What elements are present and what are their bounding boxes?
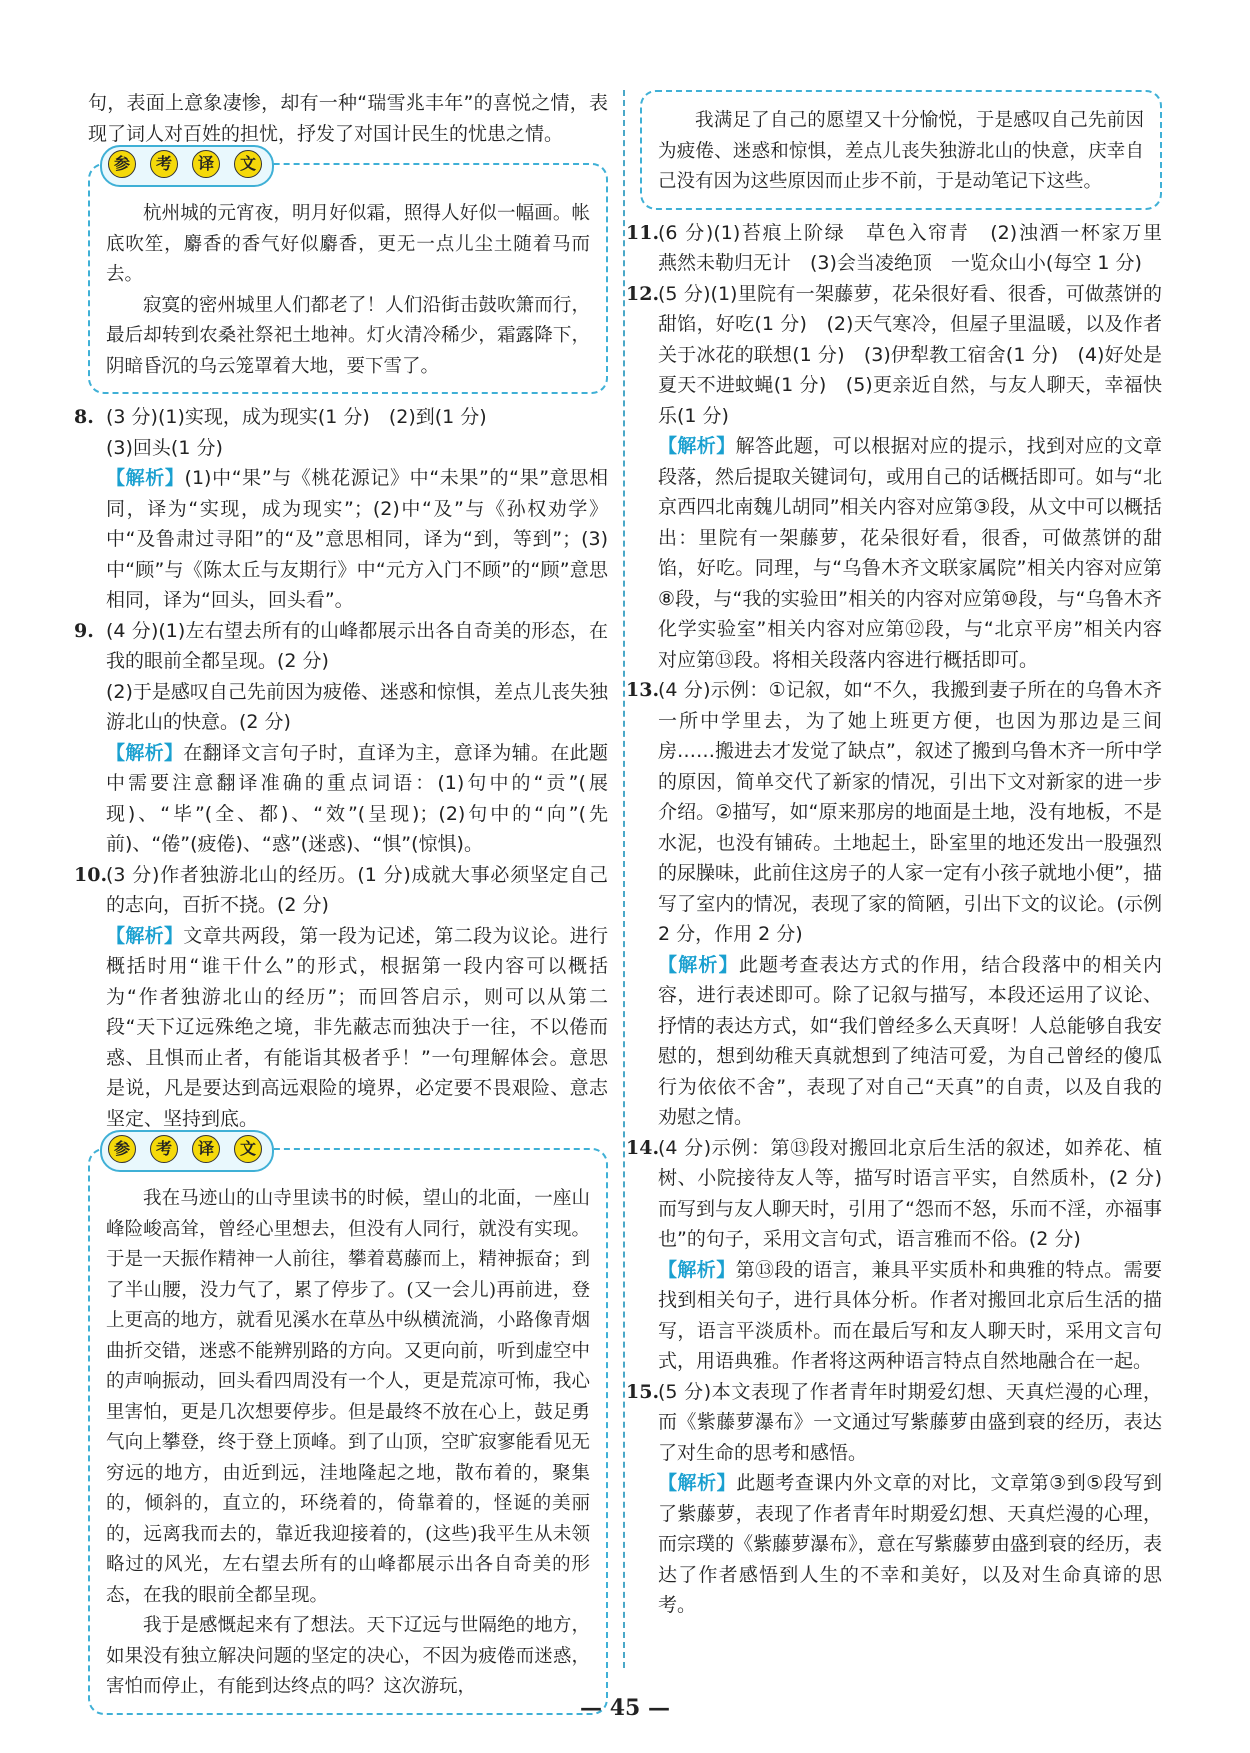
- analysis: [106, 738, 608, 860]
- answer-line: (4 分)(1)左右望去所有的山峰都展示出各自奇美的形态，在我的眼前全都呈现。(2 分): [106, 619, 608, 672]
- question-8: [74, 402, 608, 616]
- analysis: [106, 921, 608, 1135]
- answer-line: (3 分)(1)实现，成为现实(1 分) (2)到(1 分): [106, 406, 487, 428]
- answer-line: (5 分)(1)里院有一架藤萝，花朵很好看、很香，可做蒸饼的甜馅，好吃(1 分) (2)天气寒冷，但屋子里温暖，以及作者关于冰花的联想(1 分) (3)伊犁教工宿舍(1 分) (4)好处是夏天不进蚊蝇(1 分) (5)更亲近自然，与友人聊天，幸福快乐(1 分): [658, 282, 1162, 427]
- analysis-label: 【解析】: [106, 924, 184, 947]
- answer-line: (3)回头(1 分): [106, 436, 223, 459]
- analysis-text: 文章共两段，第一段为记述，第二段为议论。进行概括时用“谁干什么”的形式，根据第一段内容可以概括为“作者独游北山的经历”；而回答启示，则可以从第二段“天下辽远殊绝之境，非先蔽志而独决于一往，不以倦而惑、且惧而止者，有能诣其极者乎！”一句理解体会。意思是说，凡是要达到高远艰险的境界，必定要不畏艰险、意志坚定、坚持到底。: [106, 924, 608, 1130]
- question-9: [74, 616, 608, 860]
- answer-line: (5 分)本文表现了作者青年时期爱幻想、天真烂漫的心理，而《紫藤萝瀑布》一文通过写紫藤萝由盛到衰的经历，表达了对生命的思考和感悟。: [658, 1380, 1162, 1464]
- banner-char: 译: [192, 1135, 220, 1163]
- analysis-label: 【解析】: [658, 435, 736, 457]
- translation-paragraph: 寂寞的密州城里人们都老了！人们沿街击鼓吹箫而行，最后却转到农桑社祭祀土地神。灯火清冷稀少，霜露降下，阴暗昏沉的乌云笼罩着大地，要下雪了。: [106, 294, 590, 377]
- translation-paragraph: 我于是感慨起来有了想法。天下辽远与世隔绝的地方，如果没有独立解决问题的坚定的决心，不因为疲倦而迷惑，害怕而停止，有能到达终点的吗？这次游玩，: [106, 1615, 590, 1697]
- translation-paragraph: 我满足了自己的愿望又十分愉悦，于是感叹自己先前因为疲倦、迷惑和惊惧，差点儿丧失独游北山的快意，庆幸自己没有因为这些原因而止步不前，于是动笔记下这些。: [658, 110, 1144, 192]
- question-10: [74, 860, 608, 1135]
- analysis: [658, 950, 1162, 1133]
- left-column: [74, 88, 608, 1723]
- translation-box-1: [88, 154, 608, 394]
- analysis: [658, 1468, 1162, 1621]
- analysis-text: 解答此题，可以根据对应的提示，找到对应的文章段落，然后提取关键词句，或用自己的话概括即可。如与“北京西四北南魏儿胡同”相关内容对应第③段，从文中可以概括出：里院有一架藤萝，花朵很好看，很香，可做蒸饼的甜馅，好吃。同理，与“乌鲁木齐文联家属院”相关内容对应第⑧段，与“我的实验田”相关的内容对应第⑩段，与“乌鲁木齐化学实验室”相关内容对应第⑫段，与“北京平房”相关内容对应第⑬段。将相关段落内容进行概括即可。: [658, 435, 1162, 671]
- question-number: 11.: [626, 221, 660, 244]
- analysis-text: 此题考查表达方式的作用，结合段落中的相关内容，进行表述即可。除了记叙与描写，本段还运用了议论、抒情的表达方式，如“我们曾经多么天真呀！人总能够自我安慰的，想到幼稚天真就想到了纯洁可爱，为自己曾经的傻瓜行为依依不舍”，表现了对自己“天真”的自责，以及自我的劝慰之情。: [658, 953, 1162, 1128]
- question-number: 13.: [626, 679, 660, 701]
- analysis-label: 【解析】: [106, 467, 185, 489]
- question-number: 10.: [74, 863, 108, 886]
- right-column: [626, 88, 1182, 1621]
- question-14: [626, 1133, 1162, 1377]
- banner-char: 考: [150, 150, 178, 178]
- question-12: [626, 279, 1162, 676]
- analysis-text: 在翻译文言句子时，直译为主，意译为辅。在此题中需要注意翻译准确的重点词语：(1)句中的“贡”(展现)、“毕”(全、都)、“效”(呈现)；(2)句中的“向”(先前)、“倦”(疲倦)、“惑”(迷惑)、“惧”(惊惧)。: [106, 741, 608, 855]
- question-number: 12.: [626, 282, 660, 305]
- answer-line: (3 分)作者独游北山的经历。(1 分)成就大事必须坚定自己的志向，百折不挠。(2 分): [106, 863, 608, 916]
- question-number: 8.: [74, 406, 94, 428]
- column-divider: [623, 90, 625, 1668]
- answer-line: (2)于是感叹自己先前因为疲倦、迷惑和惊惧，差点儿丧失独游北山的快意。(2 分): [106, 680, 608, 733]
- analysis: [658, 1255, 1162, 1377]
- question-number: 9.: [74, 619, 94, 642]
- translation-box-2: [88, 1139, 608, 1715]
- banner-char: 参: [108, 1135, 136, 1163]
- translation-paragraph: 我在马迹山的山寺里读书的时候，望山的北面，一座山峰险峻高耸，曾经心里想去，但没有人同行，就没有实现。于是一天振作精神一人前往，攀着葛藤而上，精神振奋；到了半山腰，没力气了，累了停步了。(又一会儿)再前进，登上更高的地方，就看见溪水在草丛中纵横流淌，小路像青烟曲折交错，迷惑不能辨别路的方向。又更向前，听到虚空中的声响振动，回头看四周没有一个人，更是荒凉可怖，我心里害怕，更是几次想要停步。但是最终不放在心上，鼓足勇气向上攀登，终于登上顶峰。到了山顶，空旷寂寥能看见无穷远的地方，由近到远，洼地隆起之地，散布着的，聚集的，倾斜的，直立的，环绕着的，倚靠着的，怪诞的美丽的，远离我而去的，靠近我迎接着的，(这些)我平生从未领略过的风光，左右望去所有的山峰都展示出各自奇美的形态，在我的眼前全都呈现。: [106, 1188, 590, 1606]
- analysis-text: (1)中“果”与《桃花源记》中“未果”的“果”意思相同，译为“实现，成为现实”；(2)中“及”与《孙权劝学》中“及鲁肃过寻阳”的“及”意思相同，译为“到，等到”；(3)中“顾”与《陈太丘与友期行》中“元方入门不顾”的“顾”意思相同，译为“回头，回头看”。: [106, 467, 608, 611]
- translation-box-continued: [640, 90, 1162, 210]
- question-number: 14.: [626, 1136, 660, 1159]
- answer-line: (4 分)示例：①记叙，如“不久，我搬到妻子所在的乌鲁木齐一所中学里去，为了她上班更方便，也因为那边是三间房……搬进去才发觉了缺点”，叙述了搬到乌鲁木齐一所中学的原因，简单交代了新家的情况，引出下文对新家的进一步介绍。②描写，如“原来那房的地面是土地，没有地板，不是水泥，也没有铺砖。土地起土，卧室里的地还发出一股强烈的尿臊味，此前住这房子的人家一定有小孩子就地小便”，描写了室内的情况，表现了家的简陋，引出下文的议论。(示例 2 分，作用 2 分): [658, 679, 1162, 945]
- analysis-text: 此题考查课内外文章的对比，文章第③到⑤段写到了紫藤萝，表现了作者青年时期爱幻想、天真烂漫的心理，而宗璞的《紫藤萝瀑布》，意在写紫藤萝由盛到衰的经历，表达了作者感悟到人生的不幸和美好，以及对生命真谛的思考。: [658, 1472, 1162, 1616]
- answer-line: (4 分)示例：第⑬段对搬回北京后生活的叙述，如养花、植树、小院接待友人等，描写时语言平实，自然质朴，(2 分)而写到与友人聊天时，引用了“怨而不怒，乐而不淫，亦福事也”的句子，采用文言句式，语言雅而不俗。(2 分): [658, 1136, 1162, 1250]
- question-11: [626, 218, 1182, 279]
- analysis-text: 第⑬段的语言，兼具平实质朴和典雅的特点。需要找到相关句子，进行具体分析。作者对搬回北京后生活的描写，语言平淡质朴。而在最后写和友人聊天时，采用文言句式，用语典雅。作者将这两种语言特点自然地融合在一起。: [658, 1258, 1162, 1372]
- question-13: [626, 675, 1162, 1133]
- analysis-label: 【解析】: [658, 953, 739, 976]
- analysis: [106, 463, 608, 616]
- question-number: 15.: [626, 1380, 660, 1403]
- answer-line: (6 分)(1)苔痕上阶绿 草色入帘青 (2)浊酒一杯家万里 燕然未勒归无计 (3)会当凌绝顶 一览众山小(每空 1 分): [658, 221, 1182, 274]
- translation-banner: [108, 150, 262, 178]
- banner-char: 文: [234, 150, 262, 178]
- question-15: [626, 1377, 1162, 1621]
- analysis-label: 【解析】: [658, 1258, 736, 1281]
- banner-char: 考: [150, 1135, 178, 1163]
- banner-char: 译: [192, 150, 220, 178]
- analysis-label: 【解析】: [106, 741, 184, 764]
- analysis-label: 【解析】: [658, 1472, 737, 1494]
- translation-paragraph: 杭州城的元宵夜，明月好似霜，照得人好似一幅画。帐底吹笙，麝香的香气好似麝香，更无一点儿尘土随着马而去。: [106, 203, 590, 285]
- banner-char: 文: [234, 1135, 262, 1163]
- page-number: — 45 —: [580, 1695, 670, 1721]
- analysis: [658, 431, 1162, 675]
- banner-char: 参: [108, 150, 136, 178]
- intro-text: 句，表面上意象凄惨，却有一种“瑞雪兆丰年”的喜悦之情，表现了词人对百姓的担忧，抒发了对国计民生的忧患之情。: [88, 92, 608, 145]
- translation-banner: [108, 1135, 262, 1163]
